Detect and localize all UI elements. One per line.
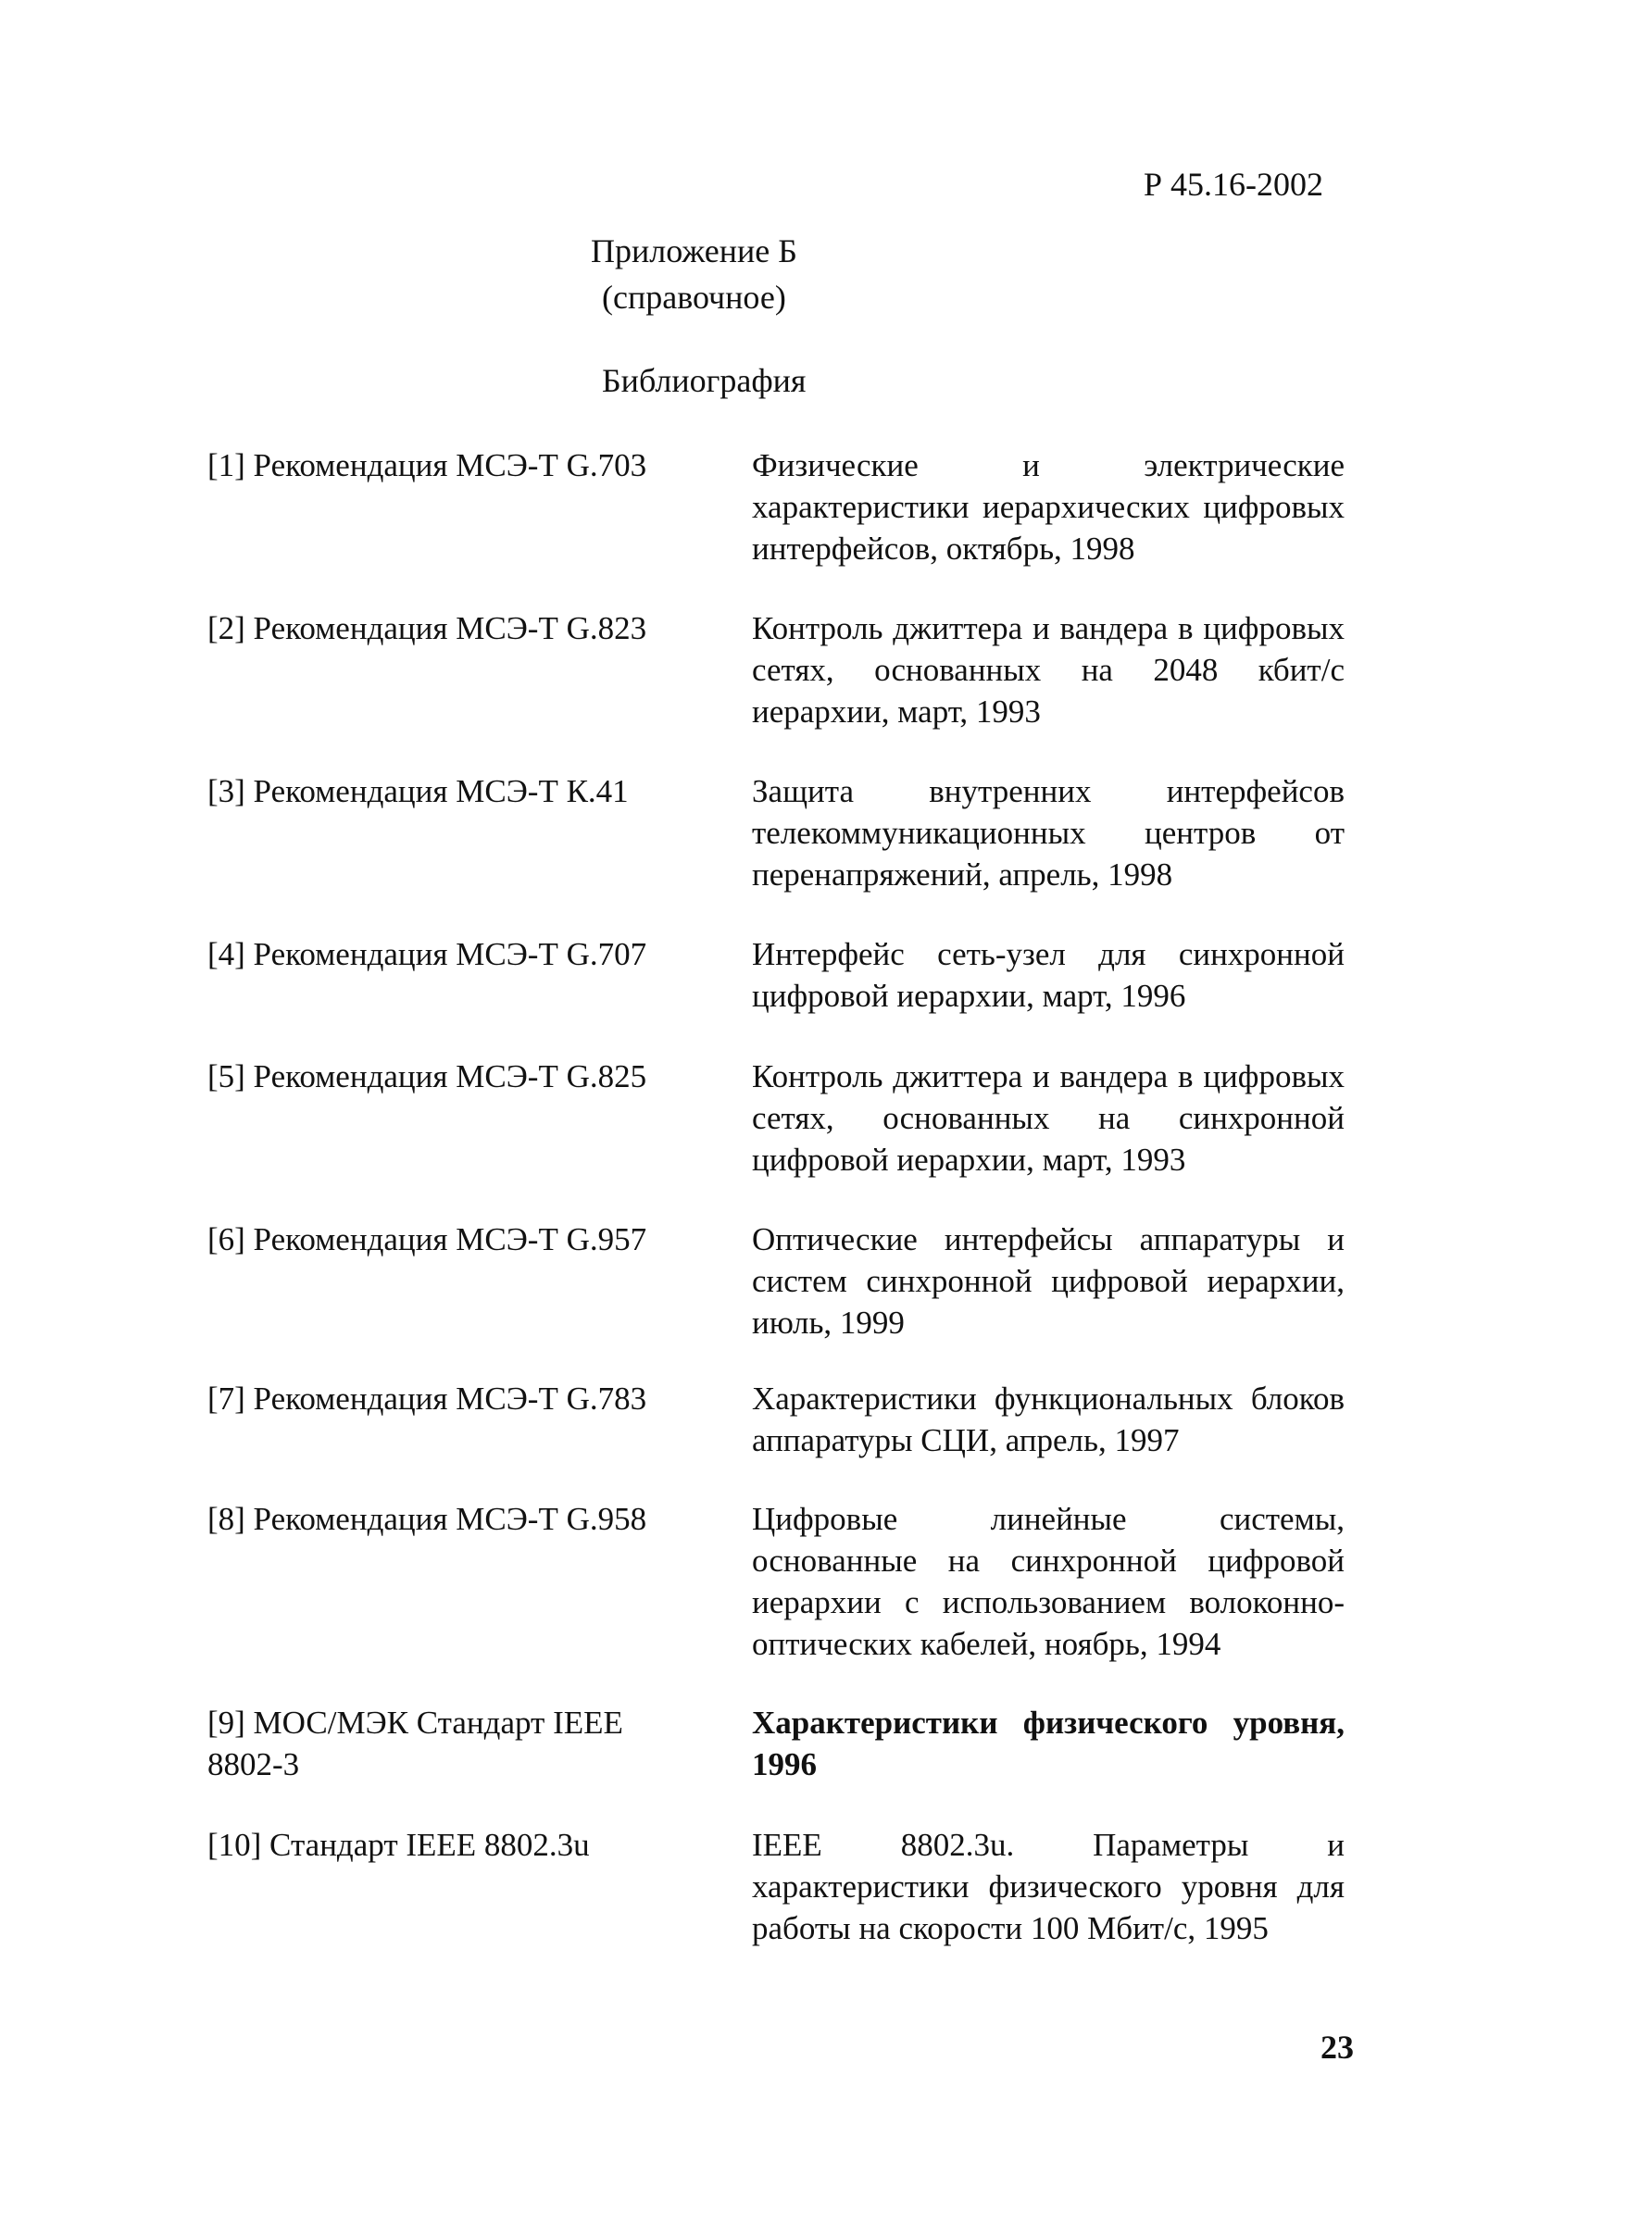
reference-id: [2] Рекомендация МСЭ-Т G.823	[207, 610, 647, 646]
reference-id: [7] Рекомендация МСЭ-Т G.783	[207, 1381, 647, 1417]
reference-description: Характеристики физического уровня, 1996	[752, 1705, 1345, 1782]
reference-description: Контроль джиттера и вандера в цифровых сетях, основанных на синхронной цифровой иерархии, март, 1993	[752, 1058, 1345, 1178]
reference-description: Контроль джиттера и вандера в цифровых сетях, основанных на 2048 кбит/с иерархии, март, 1993	[752, 610, 1345, 730]
reference-id: [10] Стандарт IEEE 8802.3u	[207, 1827, 590, 1863]
reference-description: Цифровые линейные системы, основанные на синхронной цифровой иерархии с использованием волоконно-оптических кабелей, ноябрь, 1994	[752, 1501, 1345, 1662]
reference-description: Физические и электрические характеристики иерархических цифровых интерфейсов, октябрь, 1998	[752, 447, 1345, 567]
reference-id: [3] Рекомендация МСЭ-Т К.41	[207, 773, 629, 809]
annex-label: Приложение Б	[591, 232, 797, 269]
annex-type: (справочное)	[602, 279, 786, 316]
reference-id: [8] Рекомендация МСЭ-Т G.958	[207, 1501, 647, 1537]
reference-id: [6] Рекомендация МСЭ-Т G.957	[207, 1221, 647, 1257]
reference-id: [4] Рекомендация МСЭ-Т G.707	[207, 936, 647, 972]
reference-id: [9] МОС/МЭК Стандарт IEEE 8802-3	[207, 1705, 623, 1782]
reference-id: [5] Рекомендация МСЭ-Т G.825	[207, 1058, 647, 1094]
reference-description: IEEE 8802.3u. Параметры и характеристики физического уровня для работы на скорости 100 Мбит/с, 1995	[752, 1827, 1345, 1946]
reference-description: Характеристики функциональных блоков аппаратуры СЦИ, апрель, 1997	[752, 1381, 1345, 1458]
document-code: Р 45.16-2002	[1143, 166, 1323, 203]
bibliography-title: Библиография	[602, 362, 807, 399]
reference-description: Оптические интерфейсы аппаратуры и систем синхронной цифровой иерархии, июль, 1999	[752, 1221, 1345, 1341]
reference-description: Защита внутренних интерфейсов телекоммуникационных центров от перенапряжений, апрель, 1998	[752, 773, 1345, 893]
reference-id: [1] Рекомендация МСЭ-Т G.703	[207, 447, 647, 483]
page-number: 23	[1320, 2029, 1354, 2066]
reference-description: Интерфейс сеть-узел для синхронной цифровой иерархии, март, 1996	[752, 936, 1345, 1014]
